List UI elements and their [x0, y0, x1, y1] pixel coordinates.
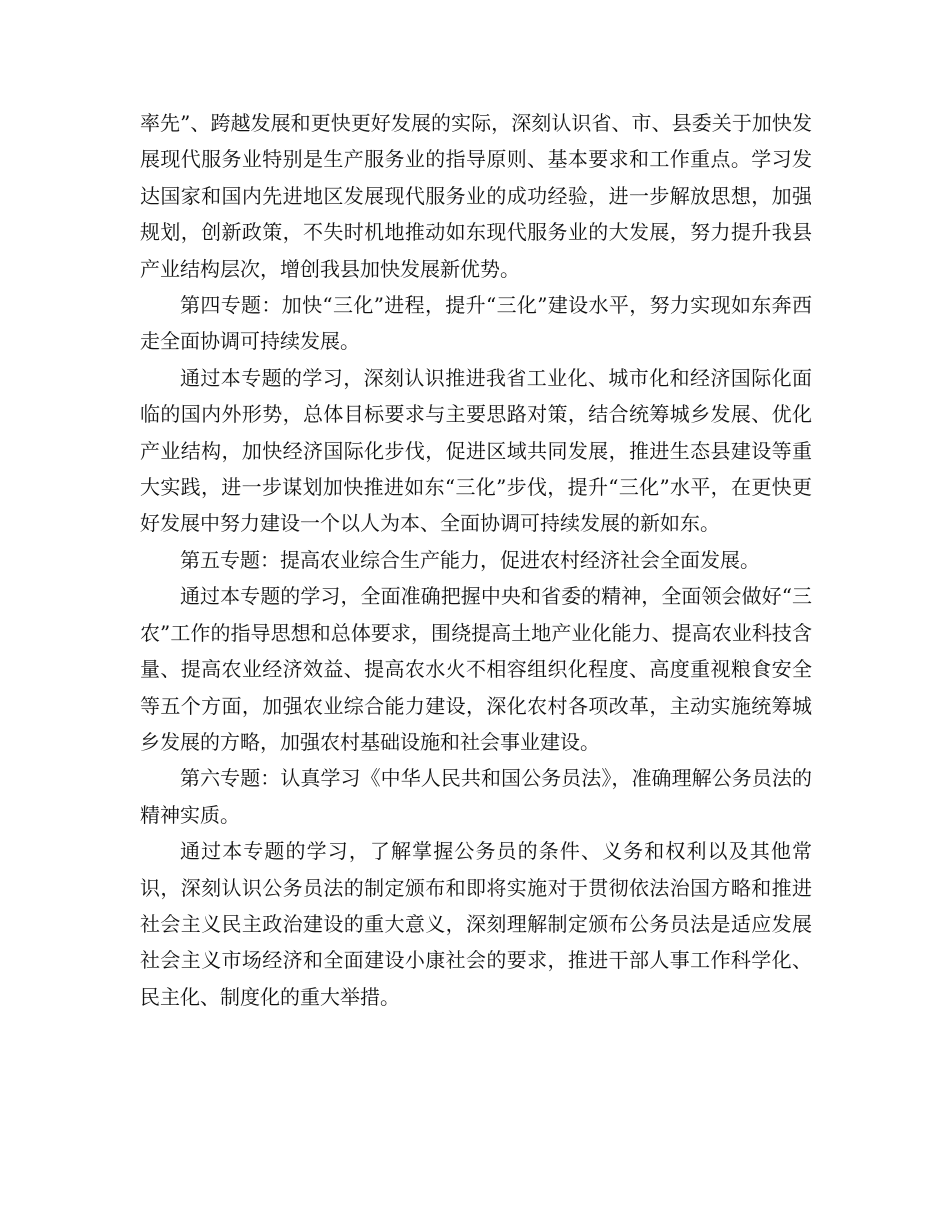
paragraph-topic-6-heading: 第六专题：认真学习《中华人民共和国公务员法》，准确理解公务员法的精神实质。 — [140, 766, 812, 827]
paragraph-topic-5-body: 通过本专题的学习，全面准确把握中央和省委的精神，全面领会做好“三农”工作的指导思想和总体要求，围绕提高土地产业化能力、提高农业科技含量、提高农业经济效益、提高农水火不相容组织化程度、高度重视粮食安全等五个方面，加强农业综合能力建设，深化农村各项改革，主动实施统筹城乡发展的方略，加强农村基础设施和社会事业建设。 — [140, 584, 812, 754]
paragraph-topic-4-body: 通过本专题的学习，深刻认识推进我省工业化、城市化和经济国际化面临的国内外形势，总体目标要求与主要思路对策，结合统筹城乡发展、优化产业结构，加快经济国际化步伐，促进区域共同发展，推进生态县建设等重大实践，进一步谋划加快推进如东“三化”步伐，提升“三化”水平，在更快更好发展中努力建设一个以人为本、全面协调可持续发展的新如东。 — [140, 365, 812, 536]
paragraph-topic-6-body: 通过本专题的学习，了解掌握公务员的条件、义务和权利以及其他常识，深刻认识公务员法的制定颁布和即将实施对于贯彻依法治国方略和推进社会主义民主政治建设的重大意义，深刻理解制定颁布公务员法是适应发展社会主义市场经济和全面建设小康社会的要求，推进干部人事工作科学化、民主化、制度化的重大举措。 — [140, 839, 812, 1009]
paragraph-topic-4-heading: 第四专题：加快“三化”进程，提升“三化”建设水平，努力实现如东奔西走全面协调可持续发展。 — [140, 293, 812, 354]
paragraph-topic-5-heading: 第五专题：提高农业综合生产能力，促进农村经济社会全面发展。 — [180, 547, 760, 572]
document-page — [140, 105, 812, 1015]
paragraph-continuation: 率先”、跨越发展和更快更好发展的实际，深刻认识省、市、县委关于加快发展现代服务业特别是生产服务业的指导原则、基本要求和工作重点。学习发达国家和国内先进地区发展现代服务业的成功经验，进一步解放思想，加强规划，创新政策，不失时机地推动如东现代服务业的大发展，努力提升我县产业结构层次，增创我县加快发展新优势。 — [140, 111, 812, 281]
